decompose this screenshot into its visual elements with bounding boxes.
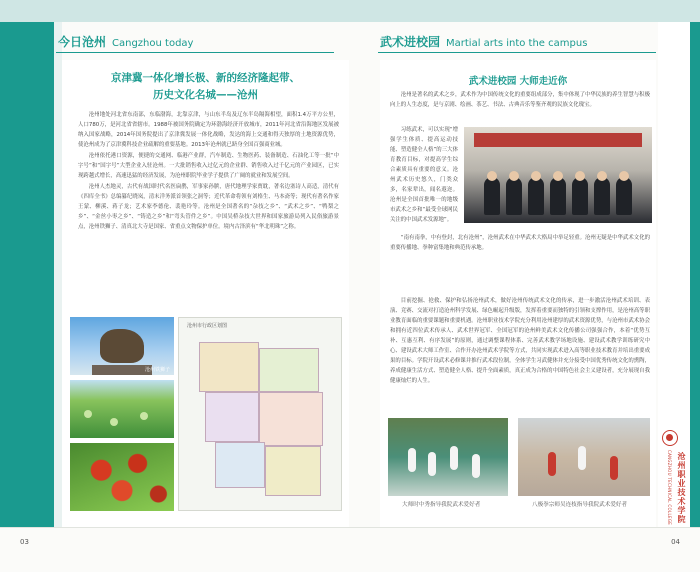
- article-title-line2: 历史文化名城——沧州: [153, 89, 258, 101]
- figure: [610, 456, 618, 480]
- article-title: 武术进校园 大师走近你: [468, 76, 568, 87]
- statue-shape: [100, 329, 144, 363]
- paragraph: 沧州地处河北省东南部，东临渤海，北靠京津，与山东半岛及辽东半岛隔海相望，面积1.4万平方公里，人口780万，是河北省省辖市。1988年被国务院确定为环渤海经济开放城市，2011年河北省沿海地区发展被纳入国家战略，2014年国务院提出了京津冀发展一体化战略，发达的海上交通和得天独厚的土地资源优势，使沧州成为了京津冀科技企业疏解的重要基地。2013年沧州就已跻身全国百强商业城。: [78, 112, 339, 148]
- right-accent-stripe: [690, 22, 700, 527]
- bottom-divider: [0, 527, 700, 528]
- article-body: [78, 110, 339, 300]
- head: [487, 171, 497, 181]
- figure: [548, 452, 556, 476]
- section-title-zh: 武术进校园: [380, 35, 441, 49]
- figure: [428, 452, 436, 476]
- intro-paragraph: [390, 90, 650, 124]
- lotus-lake-photo: [70, 380, 174, 438]
- header-rule: [56, 52, 334, 53]
- figure: [450, 446, 458, 470]
- person: [506, 177, 522, 215]
- map-region: [259, 392, 323, 446]
- red-dates-photo: [70, 443, 174, 511]
- head: [509, 171, 519, 181]
- head: [619, 171, 629, 181]
- map-region: [205, 392, 259, 442]
- martial-training-photo-2: [518, 418, 650, 496]
- map-title: 沧州市行政区划图: [187, 323, 228, 329]
- school-logo: [662, 430, 678, 446]
- lotus-leaf: [84, 410, 92, 418]
- top-bar: [350, 0, 700, 22]
- head: [531, 171, 541, 181]
- person: [550, 177, 566, 215]
- map-region: [265, 446, 321, 496]
- person: [616, 177, 632, 215]
- head: [575, 171, 585, 181]
- narrow-column-text: [390, 125, 458, 233]
- lotus-leaf: [140, 412, 148, 420]
- lotus-leaf: [110, 418, 118, 426]
- right-page: [350, 0, 700, 572]
- figure: [472, 454, 480, 478]
- group-photo: [464, 127, 652, 223]
- martial-training-photo-1: [388, 418, 508, 496]
- top-bar: [0, 0, 350, 22]
- left-accent-stripe: [0, 22, 54, 527]
- iron-lion-photo: [70, 317, 174, 375]
- person: [572, 177, 588, 215]
- header-rule: [378, 52, 656, 53]
- banner: [474, 133, 642, 147]
- paragraph: 沧州依托港口资源，便捷的交通网、临港产业群，汽车制造、生物医药、装备制造、石油化工等一批“中字号”和“国字号”大型企业入驻沧州。一大批销售收入过亿元的企业群、销售收入过千亿元的产业园区，已实现跨越式增长，高速迅猛的经济发展，为沧州职院毕业学子提供了广阔的就业和发展空间。: [78, 153, 339, 179]
- map-region: [215, 442, 265, 488]
- person: [594, 177, 610, 215]
- figure: [408, 448, 416, 472]
- photo-caption: 大师时中秀指导我院武术爱好者: [402, 502, 481, 508]
- statue-base: [92, 365, 152, 375]
- paragraph: 目前挖掘、抢救、保护和弘扬沧州武术，做好沧州传统武术文化的传承，进一步激活沧州武术培训、表演、竞赛、交流对打造沧州科学发展、绿色崛起升级版，发挥着重要而独特的引领和支撑作用，是沧州高等职业教育面临的重要课题和重要机遇。沧州职业技术学院充分利用沧州建厚的武术资源优势，与沧州市武术协会和拥有近四位武术传承人、武术世界冠军、全国冠军的沧州鲜美武术文化传播公司强强合作，本着“优势互补、互惠互利、有序发展”的原则，通过调整课程体系、完善武术教学场地设施、建设武术教学训练研究中心、建设武术大师工作室、合作开办沧州武术学院等方式，共同实现武术进入高等职业技术教育并培出重要成果的目标。学院开设武术必修课并推行武术段位制，全体学生习武健体并充分接受中国优秀传统文化的熏陶，养成健康生活方式、塑造健全人格、提升全面素质，真正成为合格的中国特色社会主义建设者，充分展现自我健康灿烂的人生。: [390, 298, 650, 384]
- left-section-header: [58, 33, 193, 50]
- paragraph: 沧州人杰地灵，古代有战国时代名医扁鹊，军事家孙膑，唐代地理学家贾耽，著名边塞诗人高适，清代有《四库全书》总编纂纪晓岚，清末洋务派首领张之洞等；近代革命将领有刘格生、马本斋等；现代有著名作家王蒙、柳溪、蒋子龙；艺术家李德伦、裴艳玲等。沧州是全国著名的“杂技之乡”、“武术之乡”、“鸭梨之乡”、“金丝小枣之乡”、“铸造之乡”和“弯头管件之乡”。中国吴桥杂技大世界和国家旅游局列入民俗旅游景点，沧州铁狮子、清真北大寺是国家、省重点文物保护单位。境内古泽滨有“华北明珠”之称。: [78, 184, 339, 230]
- head: [597, 171, 607, 181]
- figure: [578, 446, 586, 470]
- page-number: 04: [671, 538, 680, 546]
- paragraph: 沧州是著名的武术之乡，武术作为中国传统文化的重要组成部分，集中体现了中华民族的养生智慧与积极向上的人生态度，是与京剧、绘画、茶艺、书法、古典音乐等鉴齐观的民族文化瑰宝。: [390, 92, 650, 108]
- paragraph: “南有南拳，中有登封，北有沧州”，沧州武术在中华武术大格局中举足轻重。沧州无疑是中华武术文化的重要传播地、拳种富集地和典范传承地。: [390, 235, 650, 251]
- photo-caption: 八极拳宗师吴连枝指导我院武术爱好者: [532, 502, 628, 508]
- section-title-zh: 今日沧州: [58, 35, 107, 49]
- map-region: [199, 342, 259, 392]
- school-name-zh: 沧州职业技术学院: [677, 452, 686, 524]
- head: [553, 171, 563, 181]
- school-name-en: CANGZHOU TECHNICAL COLLEGE: [667, 450, 672, 526]
- map-region: [259, 348, 319, 392]
- body-paragraph: [390, 296, 650, 387]
- right-section-header: [380, 33, 587, 50]
- page-number: 03: [20, 538, 29, 546]
- article-title-line1: 京津冀一体化增长极、新的经济隆起带、: [111, 72, 300, 84]
- person: [528, 177, 544, 215]
- body-paragraph: [390, 233, 650, 254]
- person: [484, 177, 500, 215]
- photo-caption: 沧州铁狮子: [144, 367, 170, 373]
- section-title-en: Cangzhou today: [112, 38, 194, 49]
- paragraph: 习练武术，可以实现“增强学生体质、提高运动技能、塑造健全人格”的三大体育教育目标，对提高学生综合素质具有重要的意义。沧州武术历史悠久，门类众多，名家辈出，闻名遐迩。沧州是全国首批唯一的地级市武术之乡和“最受全球网民关注的中国武术发源地”。: [390, 127, 458, 223]
- cangzhou-map: [178, 317, 342, 511]
- section-title-en: Martial arts into the campus: [446, 38, 588, 49]
- left-stripe-light: [54, 22, 62, 527]
